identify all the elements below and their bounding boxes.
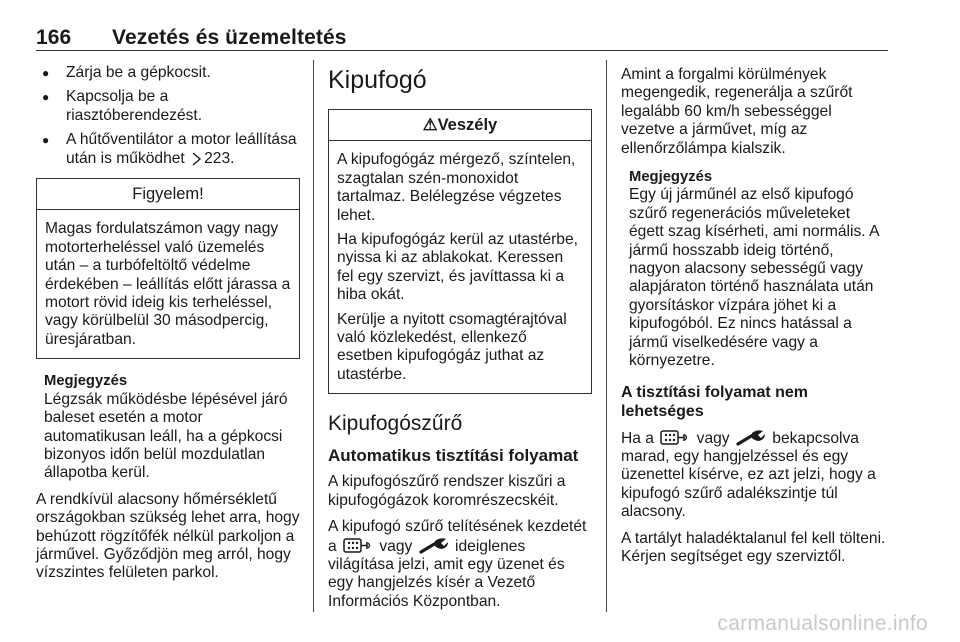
page-reference[interactable]: 223.	[204, 149, 235, 167]
subsubsection-title: Automatikus tisztítási folyamat	[328, 446, 579, 466]
section-title: Kipufogó	[328, 66, 427, 94]
note-title: Megjegyzés	[629, 169, 713, 186]
danger-box	[328, 109, 592, 394]
list-item: ● Kapcsolja be a riasztóberendezést.	[36, 88, 300, 125]
exhaust-filter-icon	[343, 537, 373, 554]
note-title: Megjegyzés	[44, 373, 128, 390]
danger-title: Veszély	[437, 116, 498, 134]
paragraph: A tartályt haladéktalanul fel kell tölteni. Kérjen segítséget egy szerviztől.	[621, 529, 886, 565]
bullet-list	[36, 64, 300, 168]
column-divider	[606, 60, 607, 612]
danger-text: A kipufogógáz mérgező, színtelen, szagtalan szén-monoxidot tartalmaz. Belélegzése végzetes lehet.	[337, 151, 576, 224]
note	[44, 372, 300, 482]
note	[629, 168, 889, 370]
paragraph: A kipufogó szűrő telítésének kezdetét a vagy ideiglenes világítása jelzi, amit egy üzenet és egy hangjelzés kísér a Vezető Információs Központban.	[328, 518, 587, 610]
paragraph: A rendkívül alacsony hőmérsékletű országokban szükség lehet arra, hogy behúzott rögzítőfék nélkül parkoljon a járművel. Győződjön meg arról, hogy vízszintes felületen parkol.	[36, 490, 300, 582]
wrench-icon	[736, 429, 766, 446]
note-text: Légzsák működésbe lépésével járó baleset esetén a motor automatikusan leáll, ha a gépkocsi bizonyos időn belül mozdulatlan állapotba kerül.	[44, 390, 288, 482]
column-3	[621, 60, 889, 566]
list-item: ● A hűtőventilátor a motor leállítása után is működhet 223.	[36, 131, 300, 168]
paragraph: Amint a forgalmi körülmények megengedik, regenerálja a szűrőt legalább 60 km/h sebességgel vezetve a járművet, míg az ellenőrzőlámpa kialszik.	[621, 66, 853, 157]
list-item: ● Zárja be a gépkocsit.	[36, 64, 300, 82]
reference-arrow-icon	[191, 152, 202, 166]
caution-title: Figyelem!	[37, 179, 299, 210]
danger-header	[329, 110, 591, 141]
caution-text: Magas fordulatszámon vagy nagy motorterheléssel való üzemelés után – a turbófeltöltő védelme érdekében – leállítás előtt járassa a motort rövid ideig kis terheléssel, vagy körülbelül 30 másodpercig, üresjáratban.	[45, 220, 291, 348]
chapter-title: Vezetés és üzemeltetés	[112, 26, 347, 49]
page-number: 166	[36, 26, 72, 49]
paragraph: A kipufogószűrő rendszer kiszűri a kipufogógázok koromrészecskéit.	[328, 473, 566, 509]
danger-text: Ha kipufogógáz kerül az utastérbe, nyissa ki az ablakokat. Keressen fel egy szervizt, és javíttassa ki a hiba okát.	[337, 231, 578, 304]
danger-text: Kerülje a nyitott csomagtérajtóval való közlekedést, ellenkező esetben kipufogógáz juthat az utastérbe.	[337, 310, 567, 383]
column-1	[36, 60, 300, 583]
warning-triangle-icon: ⚠	[422, 116, 438, 134]
column-divider	[313, 60, 314, 612]
page-header	[36, 26, 347, 50]
exhaust-filter-icon	[660, 429, 690, 446]
column-2	[328, 60, 592, 611]
note-text: Egy új járműnél az első kipufogó szűrő regenerációs műveleteket égett szag kísérheti, ami normális. A jármű hosszabb ideig történő, nagyon alacsony sebességű vagy alapjáraton történő használata után gyorsításkor vízpára jöhet ki a kipufogóból. Ez nincs hatással a jármű viselkedésére vagy a környezetre.	[629, 186, 879, 370]
section-heading: A tisztítási folyamat nem lehetséges	[621, 383, 809, 420]
header-rule	[36, 50, 888, 51]
paragraph: Ha a vagy bekapcsolva marad, egy hangjelzéssel és egy üzenettel kísérve, ez azt jelzi, hogy a kipufogó szűrő adalékszintje túl alacsony.	[621, 429, 876, 521]
wrench-icon	[419, 537, 449, 554]
watermark: carmanualsonline.info	[717, 612, 928, 635]
caution-box	[36, 178, 300, 359]
subsection-title: Kipufogószűrő	[328, 412, 463, 436]
